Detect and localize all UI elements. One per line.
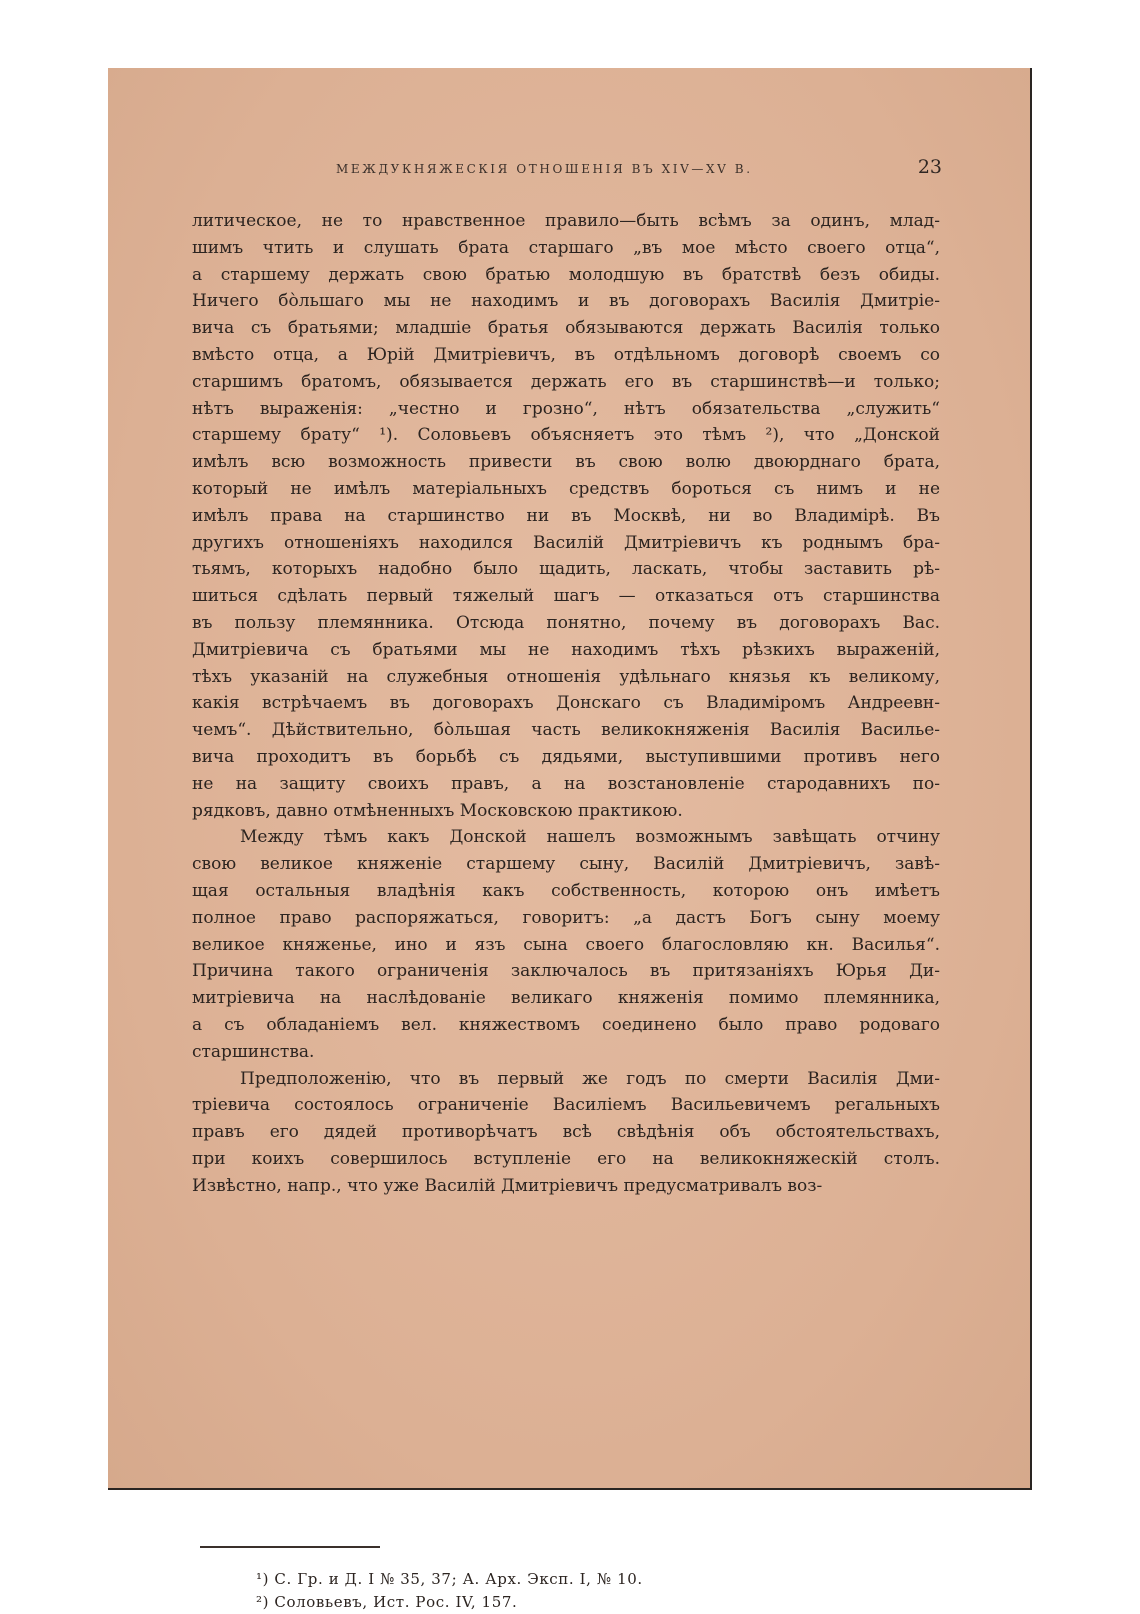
text-line: нѣтъ выраженія: „честно и грозно“, нѣтъ обязательства „служить“ [192, 398, 940, 419]
text-line: старшему брату“ ¹). Соловьевъ объясняетъ это тѣмъ ²), что „Донской [192, 425, 940, 446]
scanned-page [108, 68, 1032, 1611]
text-line: митріевича на наслѣдованіе великаго княженія помимо племянника, [192, 988, 940, 1009]
text-line: имѣлъ права на старшинство ни въ Москвѣ, ни во Владимірѣ. Въ [192, 505, 940, 526]
text-line: а старшему держать свою братью молодшую въ братствѣ безъ обиды. [192, 264, 940, 285]
text-line: Извѣстно, напр., что уже Василій Дмитріевичъ предусматривалъ воз- [192, 1175, 823, 1196]
text-line: тріевича состоялось ограниченіе Василіемъ Васильевичемъ регальныхъ [192, 1095, 940, 1116]
text-line: не на защиту своихъ правъ, а на возстановленіе стародавнихъ по- [192, 773, 940, 794]
text-line: свою великое княженіе старшему сыну, Василій Дмитріевичъ, завѣ- [192, 854, 940, 875]
footnotes [256, 1568, 876, 1614]
text-line: Предположенію, что въ первый же годъ по смерти Василія Дми- [240, 1068, 940, 1089]
paragraph [192, 824, 940, 1065]
body-text [192, 208, 940, 1199]
text-line: при коихъ совершилось вступленіе его на великокняжескій столъ. [192, 1148, 940, 1169]
text-line: а съ обладаніемъ вел. княжествомъ соединено было право родоваго [192, 1014, 940, 1035]
text-line: тьямъ, которыхъ надобно было щадить, ласкать, чтобы заставить рѣ- [192, 559, 940, 580]
text-line: щая остальныя владѣнія какъ собственность, которою онъ имѣетъ [192, 880, 940, 901]
text-line: другихъ отношеніяхъ находился Василій Дмитріевичъ къ роднымъ бра- [192, 532, 940, 553]
footnote-rule [200, 1546, 380, 1548]
text-line: въ пользу племянника. Отсюда понятно, почему въ договорахъ Вас. [192, 612, 940, 633]
text-line: Дмитріевича съ братьями мы не находимъ тѣхъ рѣзкихъ выраженій, [192, 639, 940, 660]
text-line: какія встрѣчаемъ въ договорахъ Донскаго съ Владиміромъ Андреевн- [192, 693, 940, 714]
text-line: вмѣсто отца, а Юрій Дмитріевичъ, въ отдѣльномъ договорѣ своемъ со [192, 344, 940, 365]
text-line: вича проходитъ въ борьбѣ съ дядьями, выступившими противъ него [192, 746, 940, 767]
paragraph [192, 208, 940, 824]
footnote-2: ²) Соловьевъ, Ист. Рос. IV, 157. [256, 1593, 518, 1611]
text-line: Ничего бо̀льшаго мы не находимъ и въ договорахъ Василія Дмитріе- [192, 291, 940, 312]
text-line: чемъ“. Дѣйствительно, бо̀льшая часть великокняженія Василія Василье- [192, 720, 940, 741]
text-line: старшимъ братомъ, обязывается держать его въ старшинствѣ—и только; [192, 371, 940, 392]
text-line: который не имѣлъ матеріальныхъ средствъ бороться съ нимъ и не [192, 478, 940, 499]
text-line: шиться сдѣлать первый тяжелый шагъ — отказаться отъ старшинства [192, 586, 940, 607]
text-line: великое княженье, ино и язъ сына своего благословляю кн. Василья“. [192, 934, 940, 955]
text-line: полное право распоряжаться, говоритъ: „а дастъ Богъ сыну моему [192, 907, 940, 928]
text-line: шимъ чтить и слушать брата старшаго „въ мое мѣсто своего отца“, [192, 237, 940, 258]
running-head: МЕЖДУКНЯЖЕСКІЯ ОТНОШЕНІЯ ВЪ XIV—XV В. [336, 162, 753, 176]
text-line: тѣхъ указаній на служебныя отношенія удѣльнаго князья къ великому, [192, 666, 940, 687]
text-line: имѣлъ всю возможность привести въ свою волю двоюрднаго брата, [192, 452, 940, 473]
text-line: литическое, не то нравственное правило—быть всѣмъ за одинъ, млад- [192, 211, 940, 231]
footnote-1: ¹) С. Гр. и Д. I № 35, 37; А. Арх. Экcп. I, № 10. [256, 1570, 643, 1588]
text-line: вича съ братьями; младшіе братья обязываются держать Василія только [192, 318, 940, 339]
text-line: правъ его дядей противорѣчатъ всѣ свѣдѣнія объ обстоятельствахъ, [192, 1122, 940, 1143]
text-line: рядковъ, давно отмѣненныхъ Московскою практикою. [192, 800, 683, 821]
text-line: старшинства. [192, 1041, 315, 1062]
text-line: Между тѣмъ какъ Донской нашелъ возможнымъ завѣщать отчину [240, 827, 940, 848]
text-line: Причина такого ограниченія заключалось въ притязаніяхъ Юрья Ди- [192, 961, 940, 982]
paragraph [192, 1066, 940, 1200]
page-number: 23 [917, 156, 942, 178]
